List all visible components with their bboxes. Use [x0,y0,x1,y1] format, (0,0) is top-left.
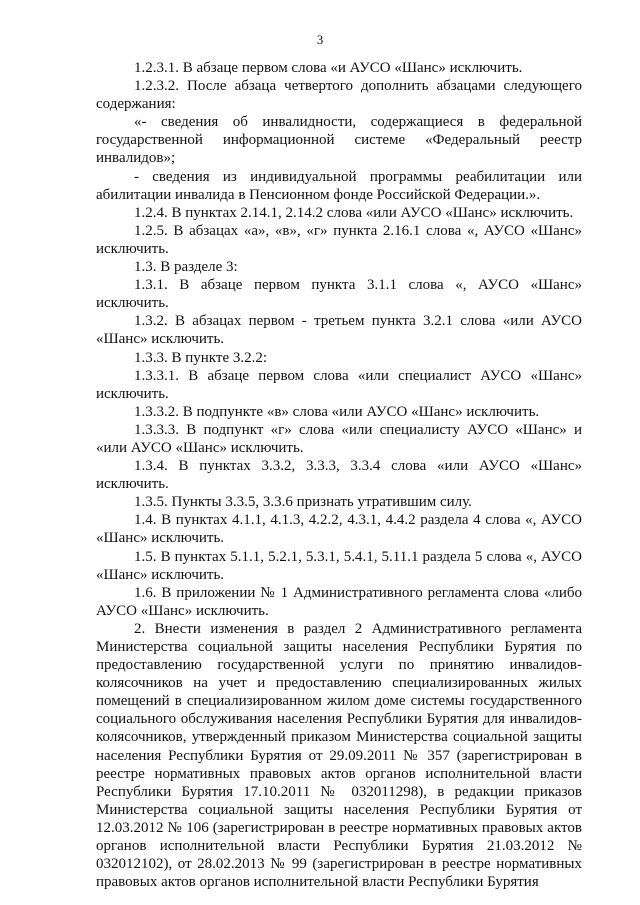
paragraph-1-3-5: 1.3.5. Пункты 3.3.5, 3.3.6 признать утратившим силу. [134,494,472,511]
paragraph-1-3-3-1: 1.3.3.1. В абзаце первом слова «или специалист АУСО «Шанс» исключить. [96,367,582,402]
paragraph-insert-rehab-program: - сведения из индивидуальной программы реабилитации или абилитации инвалида в Пенсионном фонде Российской Федерации.». [96,168,582,203]
paragraph-1-3-3-2: 1.3.3.2. В подпункте «в» слова «или АУСО «Шанс» исключить. [134,403,540,420]
document-body [96,59,582,891]
paragraph-1-5: 1.5. В пунктах 5.1.1, 5.2.1, 5.3.1, 5.4.1, 5.11.1 раздела 5 слова «, АУСО «Шанс» исключить. [96,548,582,583]
paragraph-1-3: 1.3. В разделе 3: [134,259,238,276]
page-number: 3 [316,32,324,47]
paragraph-1-3-3: 1.3.3. В пункте 3.2.2: [134,349,268,366]
paragraph-1-2-5: 1.2.5. В абзацах «а», «в», «г» пункта 2.16.1 слова «, АУСО «Шанс» исключить. [96,222,582,257]
paragraph-1-2-3-1: 1.2.3.1. В абзаце первом слова «и АУСО «Шанс» исключить. [134,60,523,76]
paragraph-1-2-3-2: 1.2.3.2. После абзаца четвертого дополнить абзацами следующего содержания: [96,78,582,113]
paragraph-2: 2. Внести изменения в раздел 2 Административного регламента Министерства социальной защиты населения Республики Бурятия по предоставлению государственной услуги по принятию инвалидов-колясочников на учет и предоставлению специализированных жилых помещений в специализированном жилом доме системы государственного социального обслуживания населения Республики Бурятия для инвалидов-колясочников, утвержденный приказом Министерства социальной защиты населения Республики Бурятия от 29.09.2011 № 357 (зарегистрирован в реестре нормативных правовых актов органов исполнительной власти Республики Бурятия 17.10.2011 № 032011298), в редакции приказов Министерства социальной защиты населения Республики Бурятия от 12.03.2012 № 106 (зарегистрирован в реестре нормативных правовых актов органов исполнительной власти Республики Бурятия 21.03.2012 № 032012102), от 28.02.2013 № 99 (зарегистрирован в реестре нормативных правовых актов органов исполнительной власти Республики Бурятия [96,620,582,891]
paragraph-1-2-4: 1.2.4. В пунктах 2.14.1, 2.14.2 слова «или АУСО «Шанс» исключить. [134,204,574,221]
paragraph-insert-disability-info: «- сведения об инвалидности, содержащиеся в федеральной государственной информационной системе «Федеральный реестр инвалидов»; [96,114,582,167]
paragraph-1-3-1: 1.3.1. В абзаце первом пункта 3.1.1 слова «, АУСО «Шанс» исключить. [96,277,582,312]
paragraph-1-3-2: 1.3.2. В абзацах первом - третьем пункта 3.2.1 слова «или АУСО «Шанс» исключить. [96,313,582,348]
paragraph-1-4: 1.4. В пунктах 4.1.1, 4.1.3, 4.2.2, 4.3.1, 4.4.2 раздела 4 слова «, АУСО «Шанс» исключить. [96,512,582,547]
paragraph-1-6: 1.6. В приложении № 1 Административного регламента слова «либо АУСО «Шанс» исключить. [96,584,582,619]
paragraph-1-3-3-3: 1.3.3.3. В подпункт «г» слова «или специалисту АУСО «Шанс» и «или АУСО «Шанс» исключить. [96,421,582,456]
paragraph-1-3-4: 1.3.4. В пунктах 3.3.2, 3.3.3, 3.3.4 слова «или АУСО «Шанс» исключить. [96,458,582,493]
